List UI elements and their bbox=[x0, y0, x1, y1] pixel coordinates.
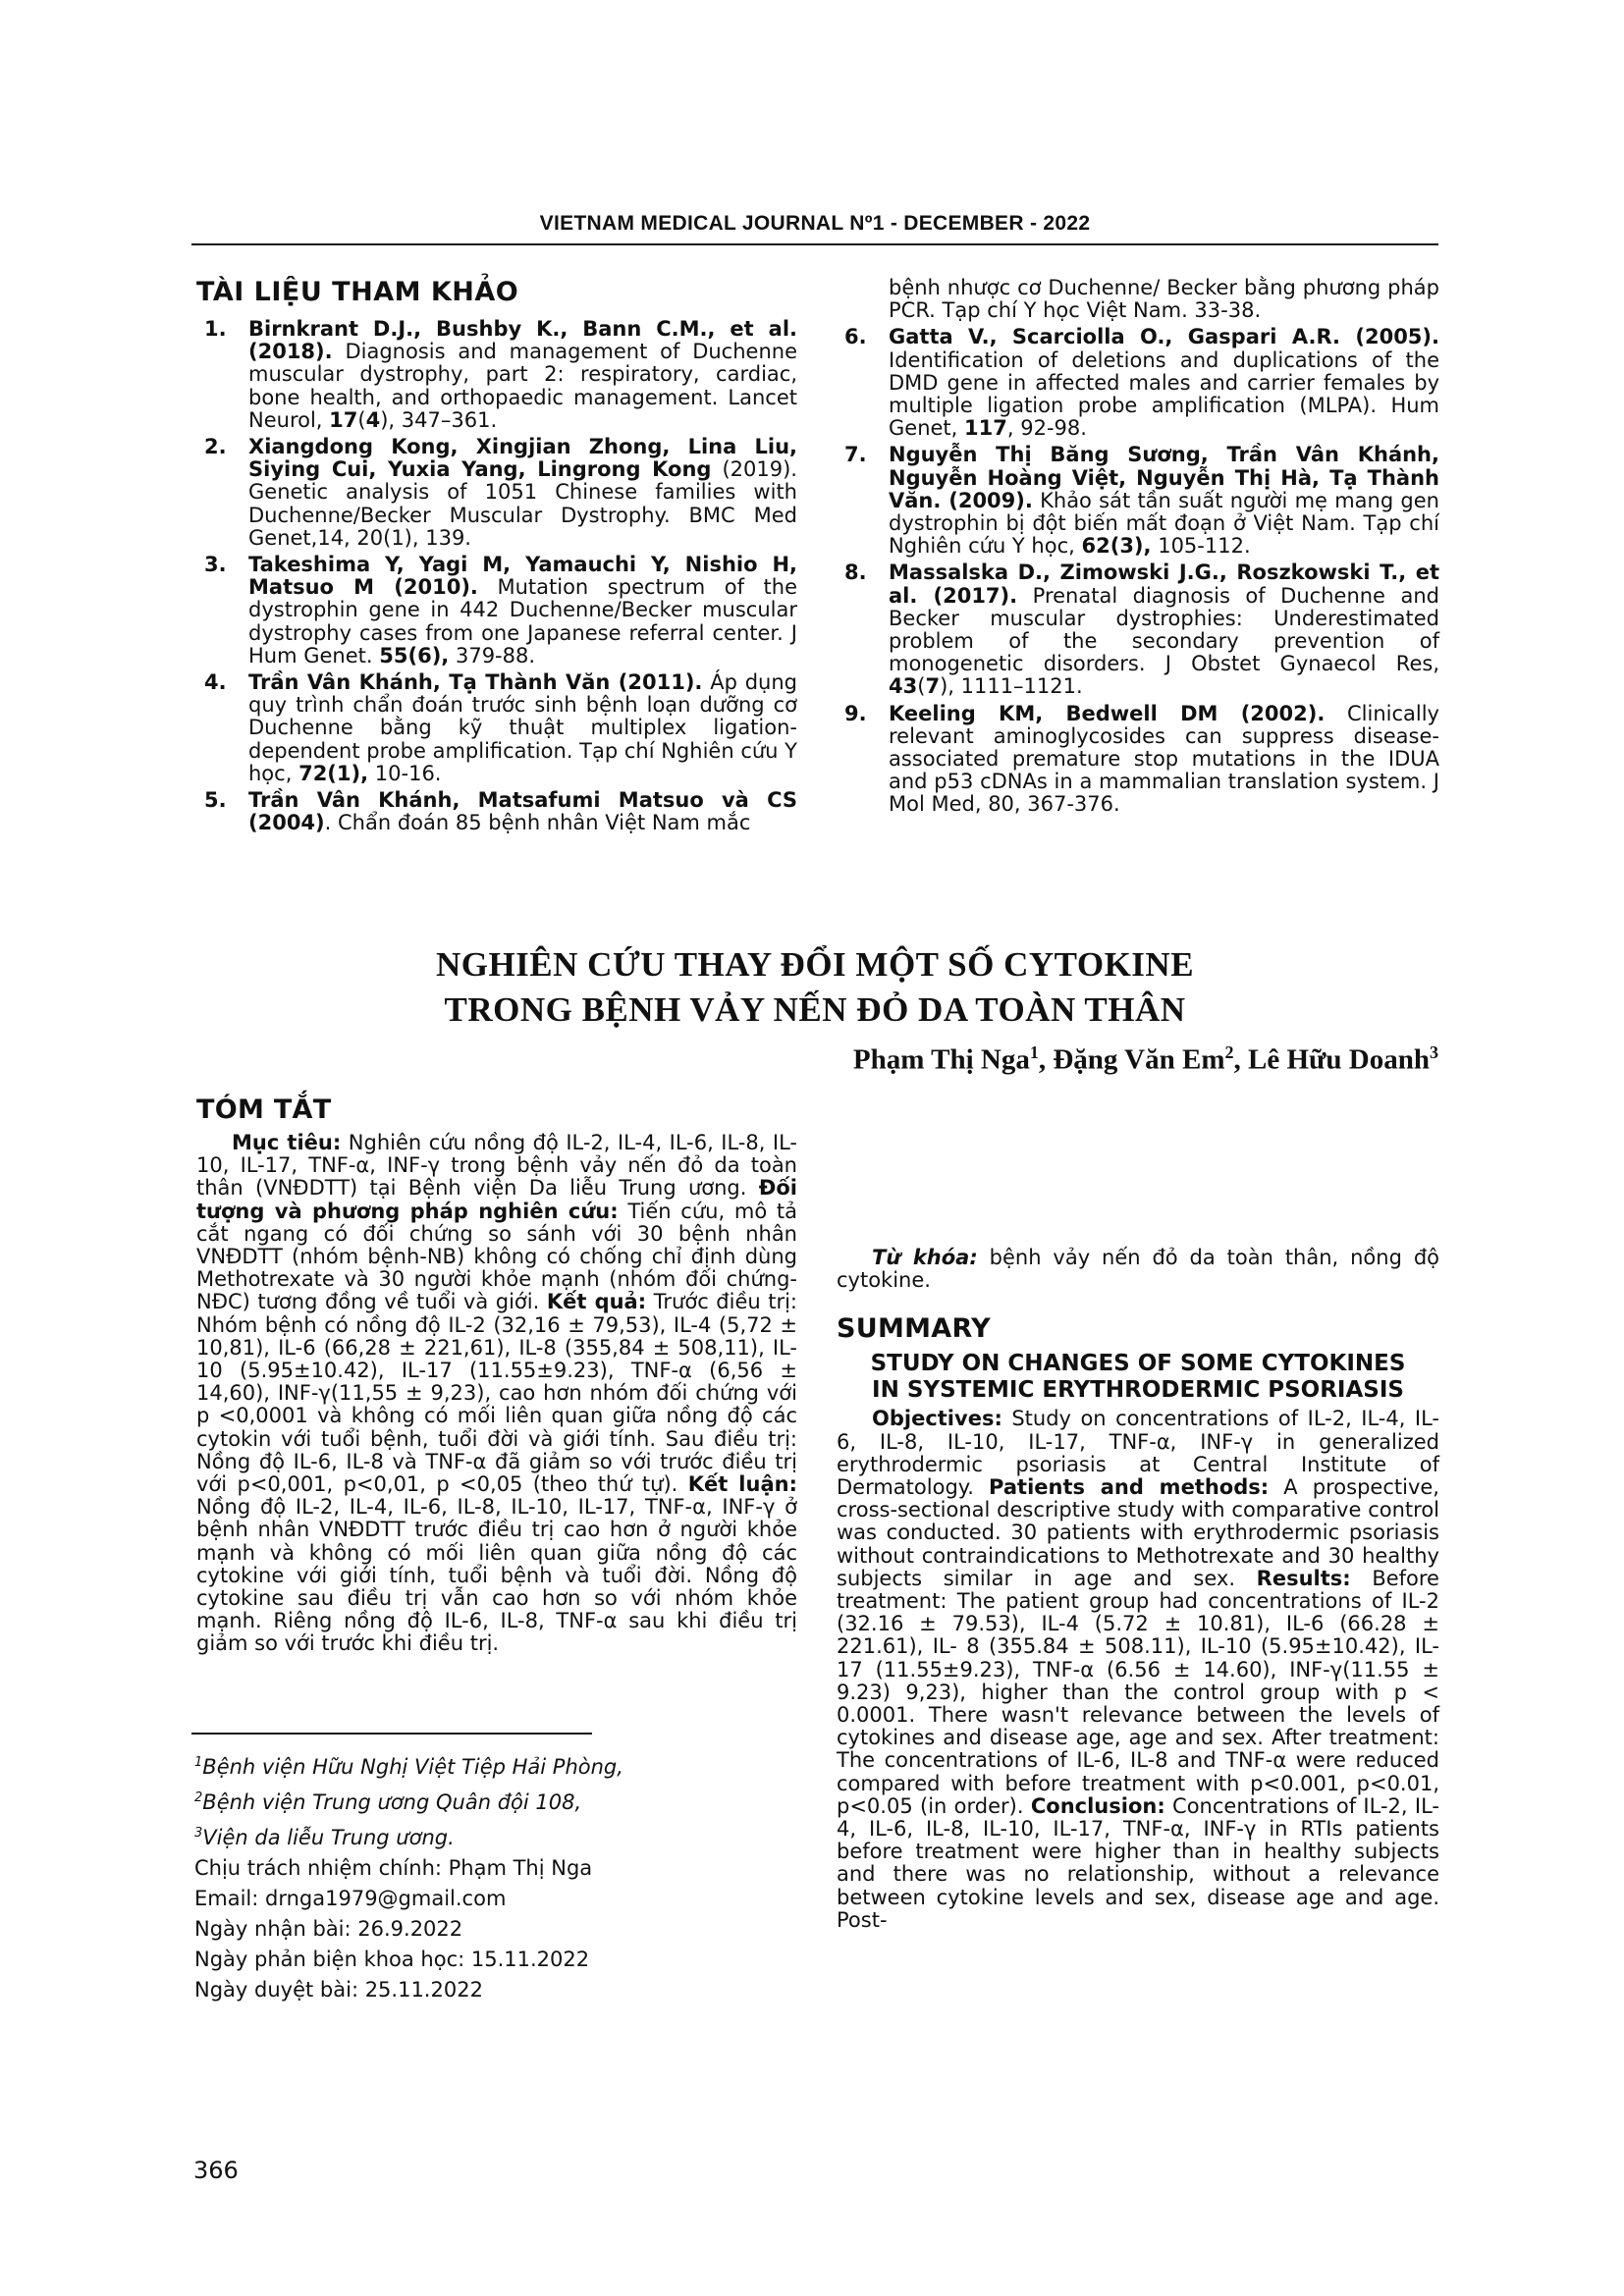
reference-text: Clinically relevant aminoglycosides can suppress disease-associated premature stop mutations in the IDUA and p53 cDNAs in a mammalian translation system. J Mol Med, 80, 367-376. bbox=[889, 701, 1439, 817]
reference-text: Mutation spectrum of the dystrophin gene in 442 Duchenne/Becker muscular dystrophy cases from one Japanese referral center. J Hum Genet. bbox=[248, 575, 798, 667]
abstract-vi-paragraph bbox=[196, 1132, 797, 1656]
reference-volume: 17 bbox=[329, 407, 358, 432]
results-label: Kết quả: bbox=[546, 1290, 647, 1314]
reference-number: 3. bbox=[204, 553, 227, 577]
reference-text: bệnh nhược cơ Duchenne/ Becker bằng phương pháp PCR. Tạp chí Y học Việt Nam. 33-38. bbox=[889, 276, 1439, 323]
reference-text: Áp dụng quy trình chẩn đoán trước sinh bệnh loạn dưỡng cơ Duchenne bằng kỹ thuật multiplex ligation-dependent probe amplification. Tạp chí Nghiên cứu Y học, bbox=[248, 670, 797, 785]
reference-volume: 55(6), bbox=[379, 643, 450, 667]
conclusion-text: Nồng độ IL-2, IL-4, IL-6, IL-8, IL-10, IL-17, TNF-α, INF-γ ở bệnh nhân VNĐDTT trước điều trị cao hơn ở người khỏe mạnh và không có mối liên quan giữa nồng độ các cytokine với giới tính, tuổi bệnh và tuổi đời. Nồng độ cytokine sau điều trị vẫn cao hơn so với nhóm khỏe mạnh. Riêng nồng độ IL-6, IL-8, TNF-α sau khi điều trị giảm so với trước khi điều trị. bbox=[196, 1495, 797, 1656]
reference-authors: Keeling KM, Bedwell DM (2002). bbox=[889, 701, 1326, 725]
references-left-column bbox=[196, 277, 797, 838]
date-accepted: Ngày duyệt bài: 25.11.2022 bbox=[194, 1978, 483, 2002]
header-rule bbox=[191, 243, 1438, 245]
reference-pages: 105-112. bbox=[1158, 534, 1251, 559]
footnote-rule bbox=[191, 1733, 592, 1735]
reference-volume: 62(3), bbox=[1081, 534, 1152, 559]
reference-text: . Chẩn đoán 85 bệnh nhân Việt Nam mắc bbox=[324, 811, 751, 835]
reference-number: 8. bbox=[844, 561, 867, 585]
reference-continuation bbox=[837, 277, 1439, 322]
date-reviewed: Ngày phản biện khoa học: 15.11.2022 bbox=[194, 1948, 590, 1971]
reference-item bbox=[837, 444, 1439, 558]
reference-volume: 72(1), bbox=[298, 761, 369, 785]
reference-pages: , 347–361. bbox=[388, 407, 498, 432]
corresponding-email: Email: drnga1979@gmail.com bbox=[194, 1887, 507, 1910]
objectives-label: Objectives: bbox=[872, 1407, 1002, 1431]
reference-item: 1. Birnkrant D.J., Bushby K., Bann C.M., et al. (2018). Diagnosis and management of Duchenne muscular dystrophy, part 2: respiratory, cardiac, bone health, and orthopaedic management. Lancet Neurol, 17(4), 347–361. bbox=[204, 317, 797, 432]
objective-text: Nghiên cứu nồng độ IL-2, IL-4, IL-6, IL-8, IL-10, IL-17, TNF-α, INF-γ trong bệnh vảy nến đỏ da toàn thân (VNĐDTT) tại Bệnh viện Da liễu Trung ương. bbox=[196, 1131, 798, 1201]
article-title bbox=[191, 942, 1438, 1033]
reference-text: Prenatal diagnosis of Duchenne and Becker muscular dystrophies: Underestimated problem of the secondary prevention of monogenetic disorders. J Obstet Gynaecol Res, bbox=[889, 583, 1440, 676]
author-name: Lê Hữu Doanh bbox=[1247, 1043, 1430, 1076]
reference-number: 9. bbox=[844, 701, 867, 725]
reference-issue: 4 bbox=[365, 407, 381, 432]
corresponding-author: Chịu trách nhiệm chính: Phạm Thị Nga bbox=[194, 1856, 593, 1880]
author-affiliation-mark: 3 bbox=[1430, 1042, 1438, 1062]
reference-authors: Xiangdong Kong, Xingjian Zhong, Lina Liu, Siying Cui, Yuxia Yang, Lingrong Kong bbox=[248, 435, 797, 482]
reference-pages: , 1111–1121. bbox=[947, 674, 1083, 699]
reference-text: Diagnosis and management of Duchenne muscular dystrophy, part 2: respiratory, cardiac, bone health, and orthopaedic management. Lancet Neurol, bbox=[248, 340, 797, 432]
reference-text: Identification of deletions and duplications of the DMD gene in affected males and carrier females by multiple ligation probe amplification (MLPA). Hum Genet, bbox=[889, 347, 1439, 441]
patients-methods-label: Patients and methods: bbox=[989, 1475, 1270, 1500]
objective-label: Mục tiêu: bbox=[232, 1131, 342, 1154]
summary-paragraph bbox=[837, 1408, 1439, 1932]
article-authors: Phạm Thị Nga$^1$, Đặng Văn Em$^2$, Lê Hữu Doanh$^3$ bbox=[852, 1042, 1438, 1076]
reference-item bbox=[196, 789, 797, 834]
reference-number: 7. bbox=[844, 443, 867, 467]
reference-authors: Trần Vân Khánh, Matsafumi Matsuo và CS (2004) bbox=[248, 788, 797, 835]
summary-conclusion-label: Conclusion: bbox=[1030, 1793, 1165, 1818]
summary-title-line-1: STUDY ON CHANGES OF SOME CYTOKINES bbox=[870, 1351, 1406, 1377]
author-name: Đặng Văn Em bbox=[1053, 1043, 1225, 1076]
abstract-vi-left bbox=[196, 1095, 797, 1656]
reference-item bbox=[196, 671, 797, 785]
reference-item: 8. Massalska D., Zimowski J.G., Roszkowski T., et al. (2017). Prenatal diagnosis of Duchenne and Becker muscular dystrophies: Underestimated problem of the secondary prevention of monogenetic disorders. J Obstet Gynaecol Res, 43(7), 1111–1121. bbox=[844, 561, 1440, 699]
summary-heading: SUMMARY bbox=[837, 1313, 991, 1345]
reference-authors: Gatta V., Scarciolla O., Gaspari A.R. (2005). bbox=[889, 325, 1439, 349]
reference-authors: Nguyễn Thị Băng Sương, Trần Vân Khánh, Nguyễn Hoàng Việt, Nguyễn Thị Hà, Tạ Thành Văn. (2009). bbox=[889, 443, 1439, 512]
reference-authors: Trần Vân Khánh, Tạ Thành Văn (2011). bbox=[248, 670, 703, 695]
reference-item bbox=[196, 436, 797, 550]
reference-item bbox=[837, 326, 1439, 440]
patients-methods-text: A prospective, cross-sectional descriptive study with comparative control was conducted. 30 patients with erythrodermic psoriasis without contraindications to Methotrexate and 30 healthy subjects similar in age and sex. bbox=[837, 1475, 1439, 1590]
summary-results-label: Results: bbox=[1256, 1566, 1351, 1590]
reference-authors: Takeshima Y, Yagi M, Yamauchi Y, Nishio H, Matsuo M (2010). bbox=[248, 553, 797, 600]
reference-number: 1. bbox=[204, 317, 227, 341]
page-number: 366 bbox=[193, 2157, 239, 2184]
summary-title bbox=[837, 1351, 1439, 1404]
conclusion-label: Kết luận: bbox=[687, 1472, 797, 1497]
summary-conclusion-text: Concentrations of IL-2, IL-4, IL-6, IL-8, IL-10, IL-17, TNF-α, INF-γ in RTIs patients before treatment were higher than in healthy subjects and there was no relationship, without a relevance between cytokine levels and sex, disease age and age. Post- bbox=[837, 1793, 1439, 1932]
running-header: VIETNAM MEDICAL JOURNAL Nº1 - DECEMBER - 2022 bbox=[539, 212, 1091, 235]
keywords-text: bệnh vảy nến đỏ da toàn thân, nồng độ cytokine. bbox=[837, 1246, 1439, 1293]
reference-issue: 7 bbox=[925, 674, 941, 699]
keywords-paragraph bbox=[837, 1247, 1439, 1292]
reference-number: 4. bbox=[204, 670, 227, 695]
reference-number: 2. bbox=[204, 435, 227, 459]
objectives-text: Study on concentrations of IL-2, IL-4, IL-6, IL-8, IL-10, IL-17, TNF-α, INF-γ in generalized erythrodermic psoriasis at Central Institute of Dermatology. bbox=[837, 1407, 1439, 1500]
reference-text: Khảo sát tần suất người mẹ mang gen dystrophin bị đột biến mất đoạn ở Việt Nam. Tạp chí Nghiên cứu Y học, bbox=[889, 488, 1439, 559]
author-name: Phạm Thị Nga bbox=[852, 1043, 1030, 1076]
affiliation-1: $^1$Bệnh viện Hữu Nghị Việt Tiệp Hải Phòng, bbox=[194, 1755, 623, 1779]
reference-item bbox=[196, 554, 797, 667]
article-title-line-1: NGHIÊN CỨU THAY ĐỔI MỘT SỐ CYTOKINE bbox=[435, 945, 1195, 984]
reference-authors: Birnkrant D.J., Bushby K., Bann C.M., et al. (2018). bbox=[248, 317, 797, 364]
affiliation-3: $^3$Viện da liễu Trung ương. bbox=[194, 1826, 455, 1849]
reference-pages: 379-88. bbox=[455, 643, 536, 667]
date-received: Ngày nhận bài: 26.9.2022 bbox=[194, 1917, 463, 1941]
reference-item bbox=[837, 703, 1439, 817]
methods-text: Tiến cứu, mô tả cắt ngang có đối chứng so sánh với 30 bệnh nhân VNĐDTT (nhóm bệnh-NB) không có chống chỉ định dùng Methotrexate và 30 người khỏe mạnh (nhóm đối chứng-NĐC) tương đồng về tuổi và giới. bbox=[196, 1199, 797, 1314]
methods-label: Đối tượng và phương pháp nghiên cứu: bbox=[196, 1176, 797, 1223]
results-text: Trước điều trị: Nhóm bệnh có nồng độ IL-2 (32,16 ± 79,53), IL-4 (5,72 ± 10,81), IL-6 (66,28 ± 221,61), IL-8 (355,84 ± 508,11), IL-10 (5.95±10.42), IL-17 (11.55±9.23), TNF-α (6,56 ± 14,60), INF-γ(11,55 ± 9,23), cao hơn nhóm đối chứng với p <0,0001 và không có mối liên quan giữa nồng độ các cytokin với tuổi bệnh, tuổi đời và giới tính. Sau điều trị: Nồng độ IL-6, IL-8 và TNF-α đã giảm so với trước điều trị với p<0,001, p<0,01, p <0,05 (theo thứ tự). bbox=[196, 1290, 797, 1497]
article-title-line-2: TRONG BỆNH VẢY NẾN ĐỎ DA TOÀN THÂN bbox=[444, 990, 1186, 1029]
author-affiliation-mark: 1 bbox=[1029, 1042, 1039, 1062]
reference-number: 5. bbox=[204, 788, 227, 813]
abstract-vi-heading: TÓM TẮT bbox=[196, 1095, 332, 1125]
reference-number: 6. bbox=[844, 325, 867, 349]
reference-volume: 117 bbox=[964, 416, 1007, 441]
reference-volume: 43 bbox=[889, 674, 918, 699]
summary-results-text: Before treatment: The patient group had concentrations of IL-2 (32.16 ± 79.53), IL-4 (5.72 ± 10.81), IL-6 (66.28 ± 221.61), IL- 8 (355.84 ± 508.11), IL-10 (5.95±10.42), IL-17 (11.55±9.23), TNF-α (6.56 ± 14.60), INF-γ(11.55 ± 9.23) 9,23), higher than the control group with p < 0.0001. There wasn't relevance between the levels of cytokines and disease age, age and sex. After treatment: The concentrations of IL-6, IL-8 and TNF-α were reduced compared with before treatment with p<0.001, p<0.01, p<0.05 (in order). bbox=[837, 1566, 1439, 1818]
reference-authors: Massalska D., Zimowski J.G., Roszkowski T., et al. (2017). bbox=[889, 561, 1439, 608]
affiliation-2: $^2$Bệnh viện Trung ương Quân đội 108, bbox=[194, 1790, 582, 1814]
reference-text: (2019). Genetic analysis of 1051 Chinese families with Duchenne/Becker Muscular Dystrophy. BMC Med Genet,14, 20(1), 139. bbox=[248, 457, 797, 550]
reference-pages: 10-16. bbox=[374, 761, 442, 785]
keywords-label: Từ khóa: bbox=[872, 1246, 978, 1269]
abstract-right-column bbox=[837, 1247, 1439, 1932]
references-right-column bbox=[837, 277, 1439, 821]
footnotes bbox=[194, 1747, 623, 2005]
summary-title-line-2: IN SYSTEMIC ERYTHRODERMIC PSORIASIS bbox=[872, 1377, 1404, 1404]
reference-pages: , 92-98. bbox=[1006, 416, 1087, 441]
references-heading: TÀI LIỆU THAM KHẢO bbox=[196, 277, 519, 307]
author-affiliation-mark: 2 bbox=[1224, 1042, 1234, 1062]
